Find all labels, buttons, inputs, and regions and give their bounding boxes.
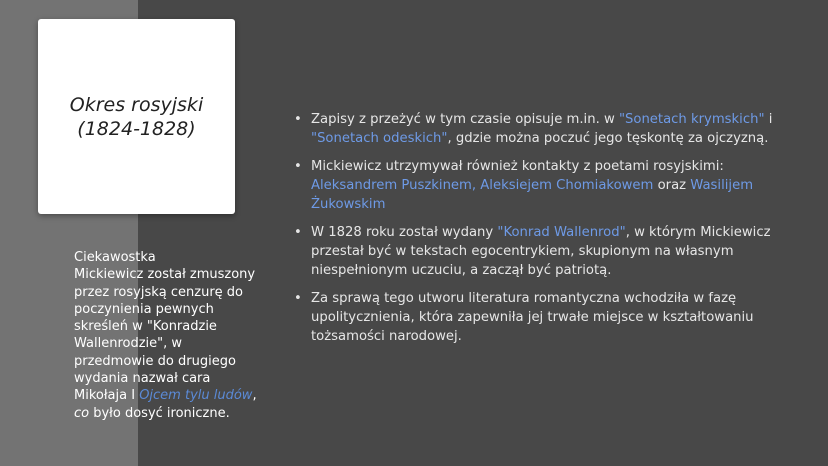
bullet-dot-icon: • <box>294 112 302 127</box>
bullet-item <box>294 289 774 346</box>
trivia-text-part-1: Mickiewicz został zmuszony przez rosyjską cenzurę do poczynienia pewnych skreśleń w "Konradzie Wallenrodzie", w przedmowie do drugiego wydania nazwał cara Mikołaja I <box>74 267 256 404</box>
bullet-text: , gdzie można poczuć jego tęskontę za ojczyzną. <box>447 131 769 146</box>
trivia-italic-word: co <box>74 405 90 421</box>
bullet-text: Za sprawą tego utworu literatura romantyczna wchodziła w fazę upolitycznienia, która zapewniła jej trwałe miejsce w kształtowaniu tożsamości narodowej. <box>311 291 754 344</box>
bullet-link[interactable]: "Sonetach odeskich" <box>311 131 448 146</box>
bullet-list <box>294 110 774 355</box>
slide-title-line-1: Okres rosyjski <box>69 93 204 116</box>
bullet-text: Zapisy z przeżyć w tym czasie opisuje m.in. w <box>311 112 619 127</box>
trivia-heading: Ciekawostka <box>74 250 156 265</box>
slide-title-line-2: (1824-1828) <box>77 117 196 140</box>
trivia-text-part-2: , <box>252 388 257 404</box>
trivia-text-part-3: było dosyć ironiczne. <box>89 405 230 421</box>
bullet-link[interactable]: Aleksandrem Puszkinem, Aleksiejem Chomiakowem <box>311 178 654 193</box>
bullet-text: Mickiewicz utrzymywał również kontakty z poetami rosyjskimi: <box>311 159 724 174</box>
bullet-item <box>294 110 774 148</box>
bullet-dot-icon: • <box>294 291 302 306</box>
bullet-dot-icon: • <box>294 159 302 174</box>
bullet-item <box>294 223 774 280</box>
bullet-link[interactable]: Wasilijem Żukowskim <box>311 178 754 212</box>
bullet-text: W 1828 roku został wydany <box>311 225 498 240</box>
bullet-text: oraz <box>653 178 691 193</box>
bullet-item <box>294 157 774 214</box>
bullet-link[interactable]: "Sonetach krymskich" <box>618 112 765 127</box>
trivia-link-text[interactable]: Ojcem tylu ludów <box>139 388 253 404</box>
title-card <box>38 19 235 214</box>
bullet-dot-icon: • <box>294 225 302 240</box>
bullet-text: i <box>764 112 773 127</box>
bullet-link[interactable]: "Konrad Wallenrod" <box>497 225 626 240</box>
bullet-text: , w którym Mickiewicz przestał być w tekstach egocentrykiem, skupionym na własnym niespełnionym uczuciu, a zaczął być patriotą. <box>311 225 771 278</box>
trivia-note <box>74 249 260 422</box>
